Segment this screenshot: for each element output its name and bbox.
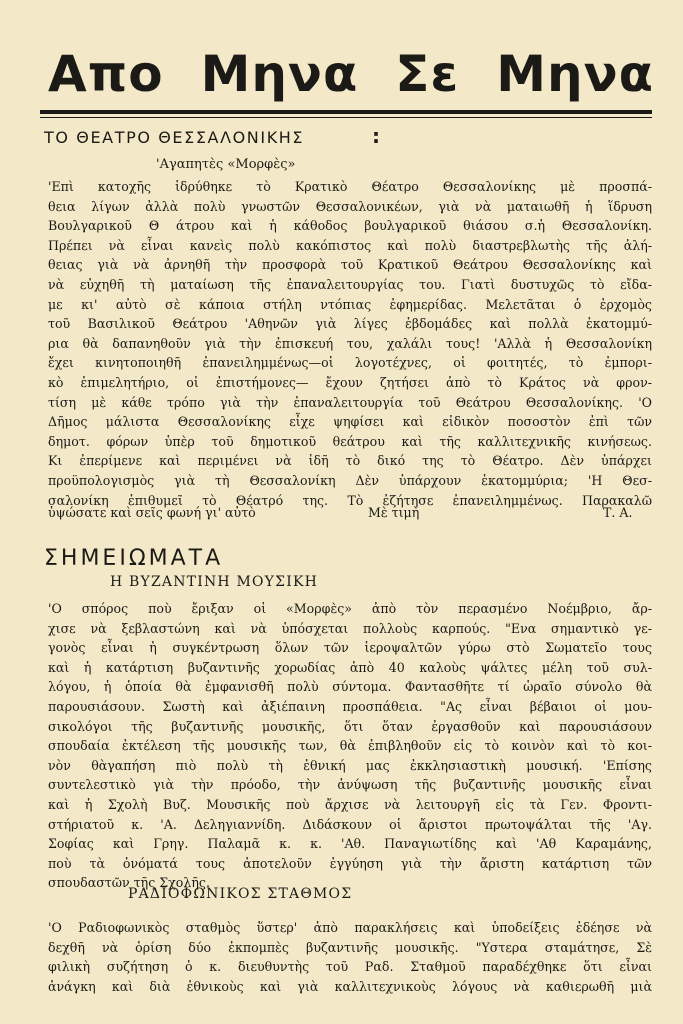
- article-last-line: ὑψώσατε καὶ σεῖς φωνή γι' αὐτὸ: [48, 505, 256, 520]
- masthead-word: Απο: [48, 45, 164, 103]
- text-line: ποὺ τὰ ὀνόματά τους ἀποτελοῦν ἐγγύηση γιὰ τὴν ἄριστη κατάρτιση τῶν: [48, 855, 652, 871]
- subtitle-byzantine-music: Η ΒΥΖΑΝΤΙΝΗ ΜΟΥΣΙΚΗ: [110, 574, 319, 590]
- text-line: θεια λίγων ἀλλὰ πολὺ γνωστῶν Θεσσαλονικέων, γιὰ νὰ ματαιωθῆ ἡ ἵδρυση: [48, 198, 652, 214]
- text-line: 'Επὶ κατοχῆς ἱδρύθηκε τὸ Κρατικὸ Θέατρο Θεσσαλονίκης μὲ προσπά-: [48, 179, 652, 194]
- text-line: Δῆμος μάλιστα Θεσσαλονίκης εἶχε ψηφίσει καὶ εἰδικὸν ποσοστὸν ἐπὶ τῶν: [48, 414, 652, 430]
- text-line: γονὸς εἶναι ἡ συγκέντρωση ὅλων τῶν ἱεροψαλτῶν γύρω στὸ Σωματεῖο τους: [48, 640, 652, 656]
- text-line: τοῦ Βασιλικοῦ Θεάτρου 'Αθηνῶν γιὰ λίγες ἑβδομάδες καὶ πολλὰ ἑκατομμύ-: [48, 316, 652, 332]
- radio-station-body: [48, 918, 652, 996]
- text-line: θειας γιὰ νὰ ἀρνηθῆ τὴν προσφορὰ τοῦ Κρατικοῦ Θεάτρου Θεσσαλονίκης καὶ: [48, 257, 652, 273]
- text-line: Σοφίας καὶ Γρηγ. Παλαμᾶ κ. κ. 'Αθ. Παναγιωτίδης καὶ 'Αθ Καραμάνης,: [48, 836, 652, 852]
- text-line: με κι' αὐτὸ σὲ κάποια στήλη ντόπιας ἐφημερίδας. Μελετᾶται ὁ ἐρχομὸς: [48, 296, 652, 312]
- section-title-theatre: ΤΟ ΘΕΑΤΡΟ ΘΕΣΣΑΛΟΝΙΚΗΣ: [44, 128, 305, 147]
- text-line: τίση μὲ κάθε τρόπο γιὰ τὴν ἐπαναλειτουργία τοῦ Θεάτρου Θεσσαλονίκης. 'Ο: [48, 394, 652, 410]
- text-line: λόγου, ἡ ὁποία θὰ ἐμφανισθῆ πολὺ σύντομα. Φαντασθῆτε τί ὡραῖο σύνολο θὰ: [48, 679, 652, 695]
- author-initials: Τ. Α.: [603, 505, 633, 520]
- text-line: δεχθῆ νὰ ὁρίση δύο ἐκπομπὲς βυζαντινῆς μουσικῆς. "Υστερα σταμάτησε, Σὲ: [48, 939, 652, 955]
- text-line: ρια θὰ δαπανηθοῦν γιὰ τὴν ἐπισκευή του, χαλάλι τους! 'Αλλὰ ἡ Θεσσαλονίκη: [48, 335, 652, 351]
- text-line: νὰ εὐχηθῆ τὴ ματαίωση τῆς ἐπαναλειτουργίας του. Γιατὶ δυστυχῶς τὸ εἴδα-: [48, 276, 652, 292]
- text-line: 'Ο σπόρος ποὺ ἔριξαν οἱ «Μορφὲς» ἀπὸ τὸν περασμένο Νοέμβριο, ἄρ-: [48, 601, 652, 616]
- text-line: νὸν θὰγαπήση πιὸ πολὺ τὴ ἐθνική μας ἐκκλησιαστικὴ μουσική. 'Επίσης: [48, 757, 652, 773]
- masthead-rule-thick: [40, 110, 652, 114]
- salutation: 'Αγαπητὲς «Μορφὲς»: [156, 157, 296, 172]
- masthead: [48, 44, 654, 104]
- text-line: σπουδαία ἐκτέλεση τῆς μουσικῆς των, θὰ ἐπιβληθοῦν εἰς τὸ κοινὸν καὶ τὸ κοι-: [48, 738, 652, 754]
- text-line: κὸ ἐπιμελητήριο, οἱ ἐπιστήμονες— ἔχουν ζητήσει ἀπὸ τὸ Κράτος νὰ φρον-: [48, 374, 652, 390]
- closing: Μὲ τιμὴ: [368, 505, 420, 520]
- masthead-word: Μηνα: [496, 45, 654, 103]
- text-line: σικολόγοι τῆς βυζαντινῆς μουσικῆς, ὅτι ὅταν ἐργασθοῦν καὶ παρουσιάσουν: [48, 718, 652, 734]
- text-line: παρουσιάσουν. Σωστὴ καὶ ἀξιέπαινη προσπάθεια. "Ας εἶναι βέβαιοι οἱ μου-: [48, 698, 652, 714]
- masthead-rule-thin: [40, 117, 652, 118]
- section-title-mark: :: [372, 124, 380, 148]
- byzantine-music-body: [48, 599, 652, 893]
- subtitle-radio-station: ΡΑΔΙΟΦΩΝΙΚΟΣ ΣΤΑΘΜΟΣ: [128, 886, 353, 902]
- masthead-word: Σε: [395, 45, 460, 103]
- text-line: χισε νὰ ξεβλαστώνη καὶ νὰ ὑπόσχεται πολλοὺς καρπούς. "Ενα σημαντικὸ γε-: [48, 620, 652, 636]
- text-line: προϋπολογισμὸς γιὰ τὴ Θεσσαλονίκη Δὲν ὑπάρχουν ἑκατομμύρια; 'Η Θεσ-: [48, 472, 652, 488]
- text-line: φιλικὴ συζήτηση ὁ κ. διευθυντὴς τοῦ Ραδ. Σταθμοῦ παραδέχθηκε ὅτι εἶναι: [48, 959, 652, 975]
- text-line: καὶ ἡ Σχολὴ Βυζ. Μουσικῆς ποὺ ἄρχισε νὰ λειτουργῆ εἰς τὰ Γεν. Φροντι-: [48, 796, 652, 812]
- text-line: ἀνάγκη καὶ διὰ ἐθνικοὺς καὶ γιὰ καλλιτεχνικοὺς λόγους νὰ καθιερωθῆ μιὰ: [48, 978, 652, 994]
- section-title-notes: ΣΗΜΕΙΩΜΑΤΑ: [44, 546, 224, 571]
- theatre-article-body: [48, 177, 652, 510]
- text-line: 'Ο Ραδιοφωνικὸς σταθμὸς ὕστερ' ἀπὸ παρακλήσεις καὶ ὑποδείξεις ἐδέησε νὰ: [48, 920, 652, 935]
- text-line: σαλονίκη ἐπιθυμεῖ τὸ Θέατρό της. Τὸ ἐζήτησε ἐπανειλημμένως. Παρακαλῶ: [48, 492, 652, 508]
- text-line: Κι ἐπερίμενε καὶ περιμένει νὰ ἰδῆ τὸ δικό της τὸ Θέατρο. Δὲν ὑπάρχει: [48, 453, 652, 469]
- masthead-word: Μηνα: [200, 45, 359, 103]
- text-line: σπουδαστῶν τῆς Σχολῆς.: [48, 875, 210, 891]
- text-line: δημοτ. φόρων ὑπὲρ τοῦ δημοτικοῦ θεάτρου καὶ τῆς καλλιτεχνικῆς κινήσεως.: [48, 433, 652, 449]
- text-line: Βουλγαρικοῦ Θ άτρου καὶ ἡ κάθοδος βουλγαρικοῦ θιάσου σ.ἡ Θεσσαλονίκη.: [48, 218, 652, 234]
- text-line: Πρέπει νὰ εἶναι κανεὶς πολὺ κακόπιστος καὶ πολὺ διαστρεβλωτὴς τῆς ἀλή-: [48, 237, 652, 253]
- text-line: ἔχει κινητοποιηθῆ ἐπανειλημμένως—οἱ λογοτέχνες, οἱ φοιτητές, τὸ ἐμπορι-: [48, 355, 652, 371]
- text-line: στήριατοῦ κ. 'Α. Δεληγιαννίδη. Διδάσκουν οἱ ἄριστοι πρωτοψάλται τῆς 'Αγ.: [48, 816, 652, 832]
- text-line: καὶ ἡ κατάρτιση βυζαντινῆς χορωδίας ἀπὸ 40 καλοὺς ψάλτες μέλη τοῦ συλ-: [48, 659, 652, 675]
- text-line: συντελεστικὸ γιὰ τὴν πρόοδο, τὴν ἀνύψωση τῆς βυζαντινῆς μουσικῆς εἶναι: [48, 777, 652, 793]
